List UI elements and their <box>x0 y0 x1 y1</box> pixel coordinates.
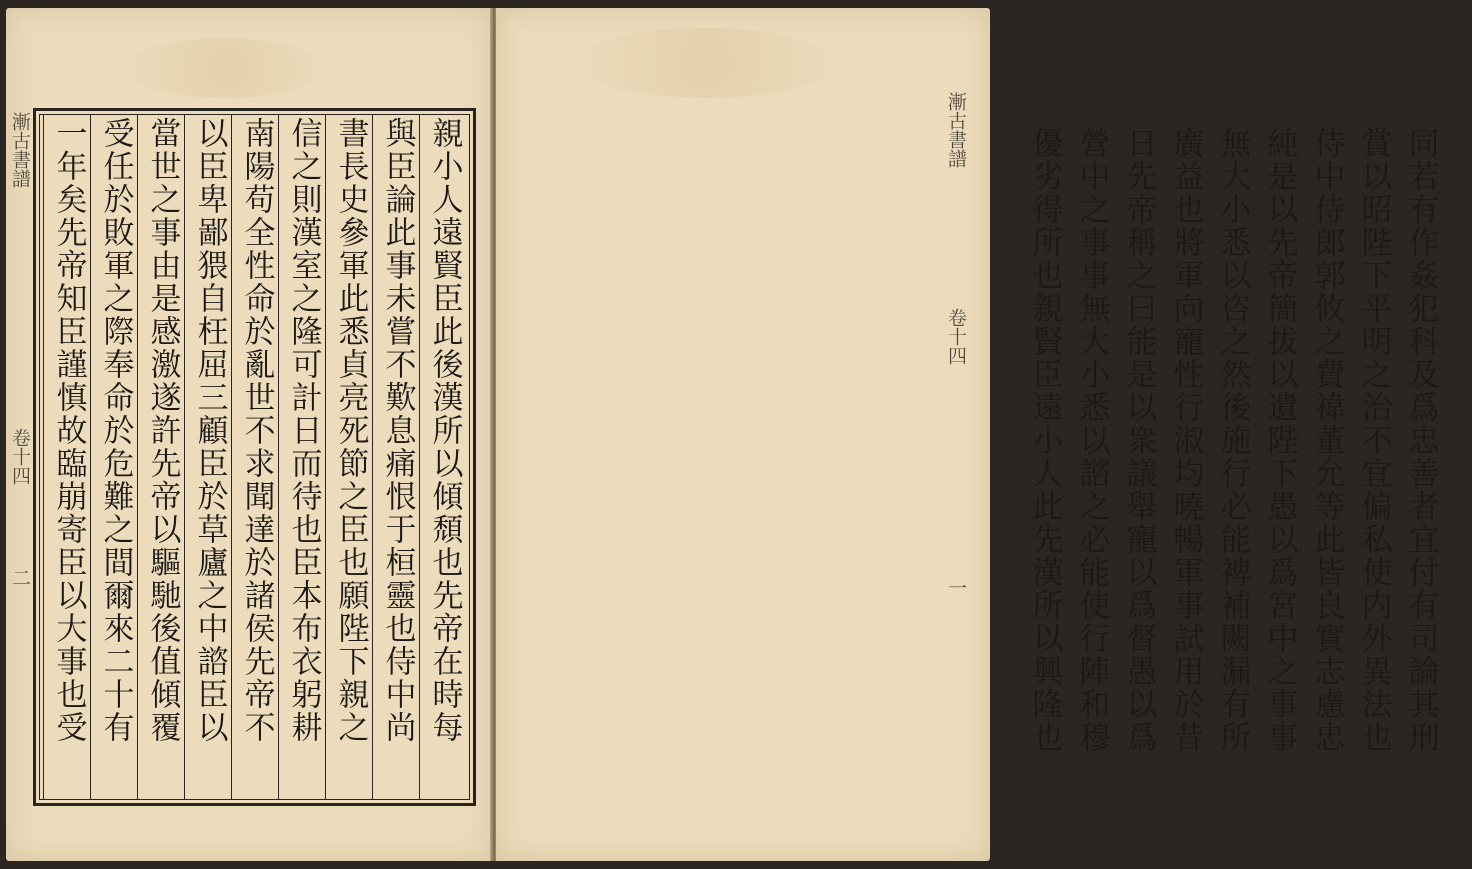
column-rule <box>1113 125 1114 801</box>
column-rule <box>1301 125 1302 801</box>
text-column: 侍中侍郎郭攸之費禕董允等此皆良實志慮忠 <box>1308 127 1345 754</box>
text-column: 當世之事由是感激遂許先帝以驅馳後值傾覆 <box>144 117 181 744</box>
left-text-frame <box>33 108 476 806</box>
column-rule <box>372 115 373 799</box>
text-column: 賞以昭陛下平明之治不宜偏私使内外異法也 <box>1355 127 1392 754</box>
text-column: 無大小悉以咨之然後施行必能裨補闕漏有所 <box>1214 127 1251 754</box>
column-rule <box>1254 125 1255 801</box>
text-column: 日先帝稱之曰能是以衆議舉寵以爲督愚以爲 <box>1120 127 1157 754</box>
text-column: 同若有作姦犯科及爲忠善者宜付有司論其刑 <box>1402 127 1439 754</box>
paper-stain <box>576 28 836 98</box>
column-rule <box>184 115 185 799</box>
banxin-title: 漸古書譜 <box>945 92 967 168</box>
banxin-title: 漸古書譜 <box>9 112 31 188</box>
banxin-volume: 卷十四 <box>9 428 31 485</box>
banxin-leaf-number: 一 <box>945 578 967 597</box>
text-column: 與臣論此事未嘗不歎息痛恨于桓靈也侍中尚 <box>379 117 416 744</box>
open-book <box>6 8 1439 861</box>
column-rule <box>137 115 138 799</box>
column-rule <box>1207 125 1208 801</box>
paper-stain <box>126 38 326 98</box>
text-column: 廣益也將軍向寵性行淑均曉暢軍事試用於昔 <box>1167 127 1204 754</box>
column-rule <box>1160 125 1161 801</box>
text-column: 以臣卑鄙猥自枉屈三顧臣於草廬之中諮臣以 <box>191 117 228 744</box>
text-column: 營中之事事無大小悉以諮之必能使行陣和穆 <box>1073 127 1110 754</box>
text-column: 一年矣先帝知臣謹慎故臨崩寄臣以大事也受 <box>50 117 87 744</box>
text-column: 受任於敗軍之際奉命於危難之間爾來二十有 <box>97 117 134 744</box>
text-column: 純是以先帝簡拔以遺陛下愚以爲宮中之事事 <box>1261 127 1298 754</box>
right-text-frame <box>1016 118 1472 808</box>
column-rule <box>419 115 420 799</box>
column-rule <box>1066 125 1067 801</box>
text-column: 優劣得所也親賢臣遠小人此先漢所以興隆也 <box>1026 127 1063 754</box>
column-rule <box>1442 125 1443 801</box>
right-page <box>496 8 1439 861</box>
column-rule <box>43 115 44 799</box>
text-column: 親小人遠賢臣此後漢所以傾頹也先帝在時每 <box>426 117 463 744</box>
text-column: 信之則漢室之隆可計日而待也臣本布衣躬耕 <box>285 117 322 744</box>
banxin-volume: 卷十四 <box>945 308 967 365</box>
text-column: 南陽苟全性命於亂世不求聞達於諸侯先帝不 <box>238 117 275 744</box>
left-page <box>6 8 492 861</box>
column-rule <box>1395 125 1396 801</box>
column-rule <box>231 115 232 799</box>
column-rule <box>278 115 279 799</box>
column-rule <box>1348 125 1349 801</box>
banxin-leaf-number: 二 <box>9 568 31 587</box>
text-column: 書長史參軍此悉貞亮死節之臣也願陛下親之 <box>332 117 369 744</box>
column-rule <box>325 115 326 799</box>
column-rule <box>90 115 91 799</box>
